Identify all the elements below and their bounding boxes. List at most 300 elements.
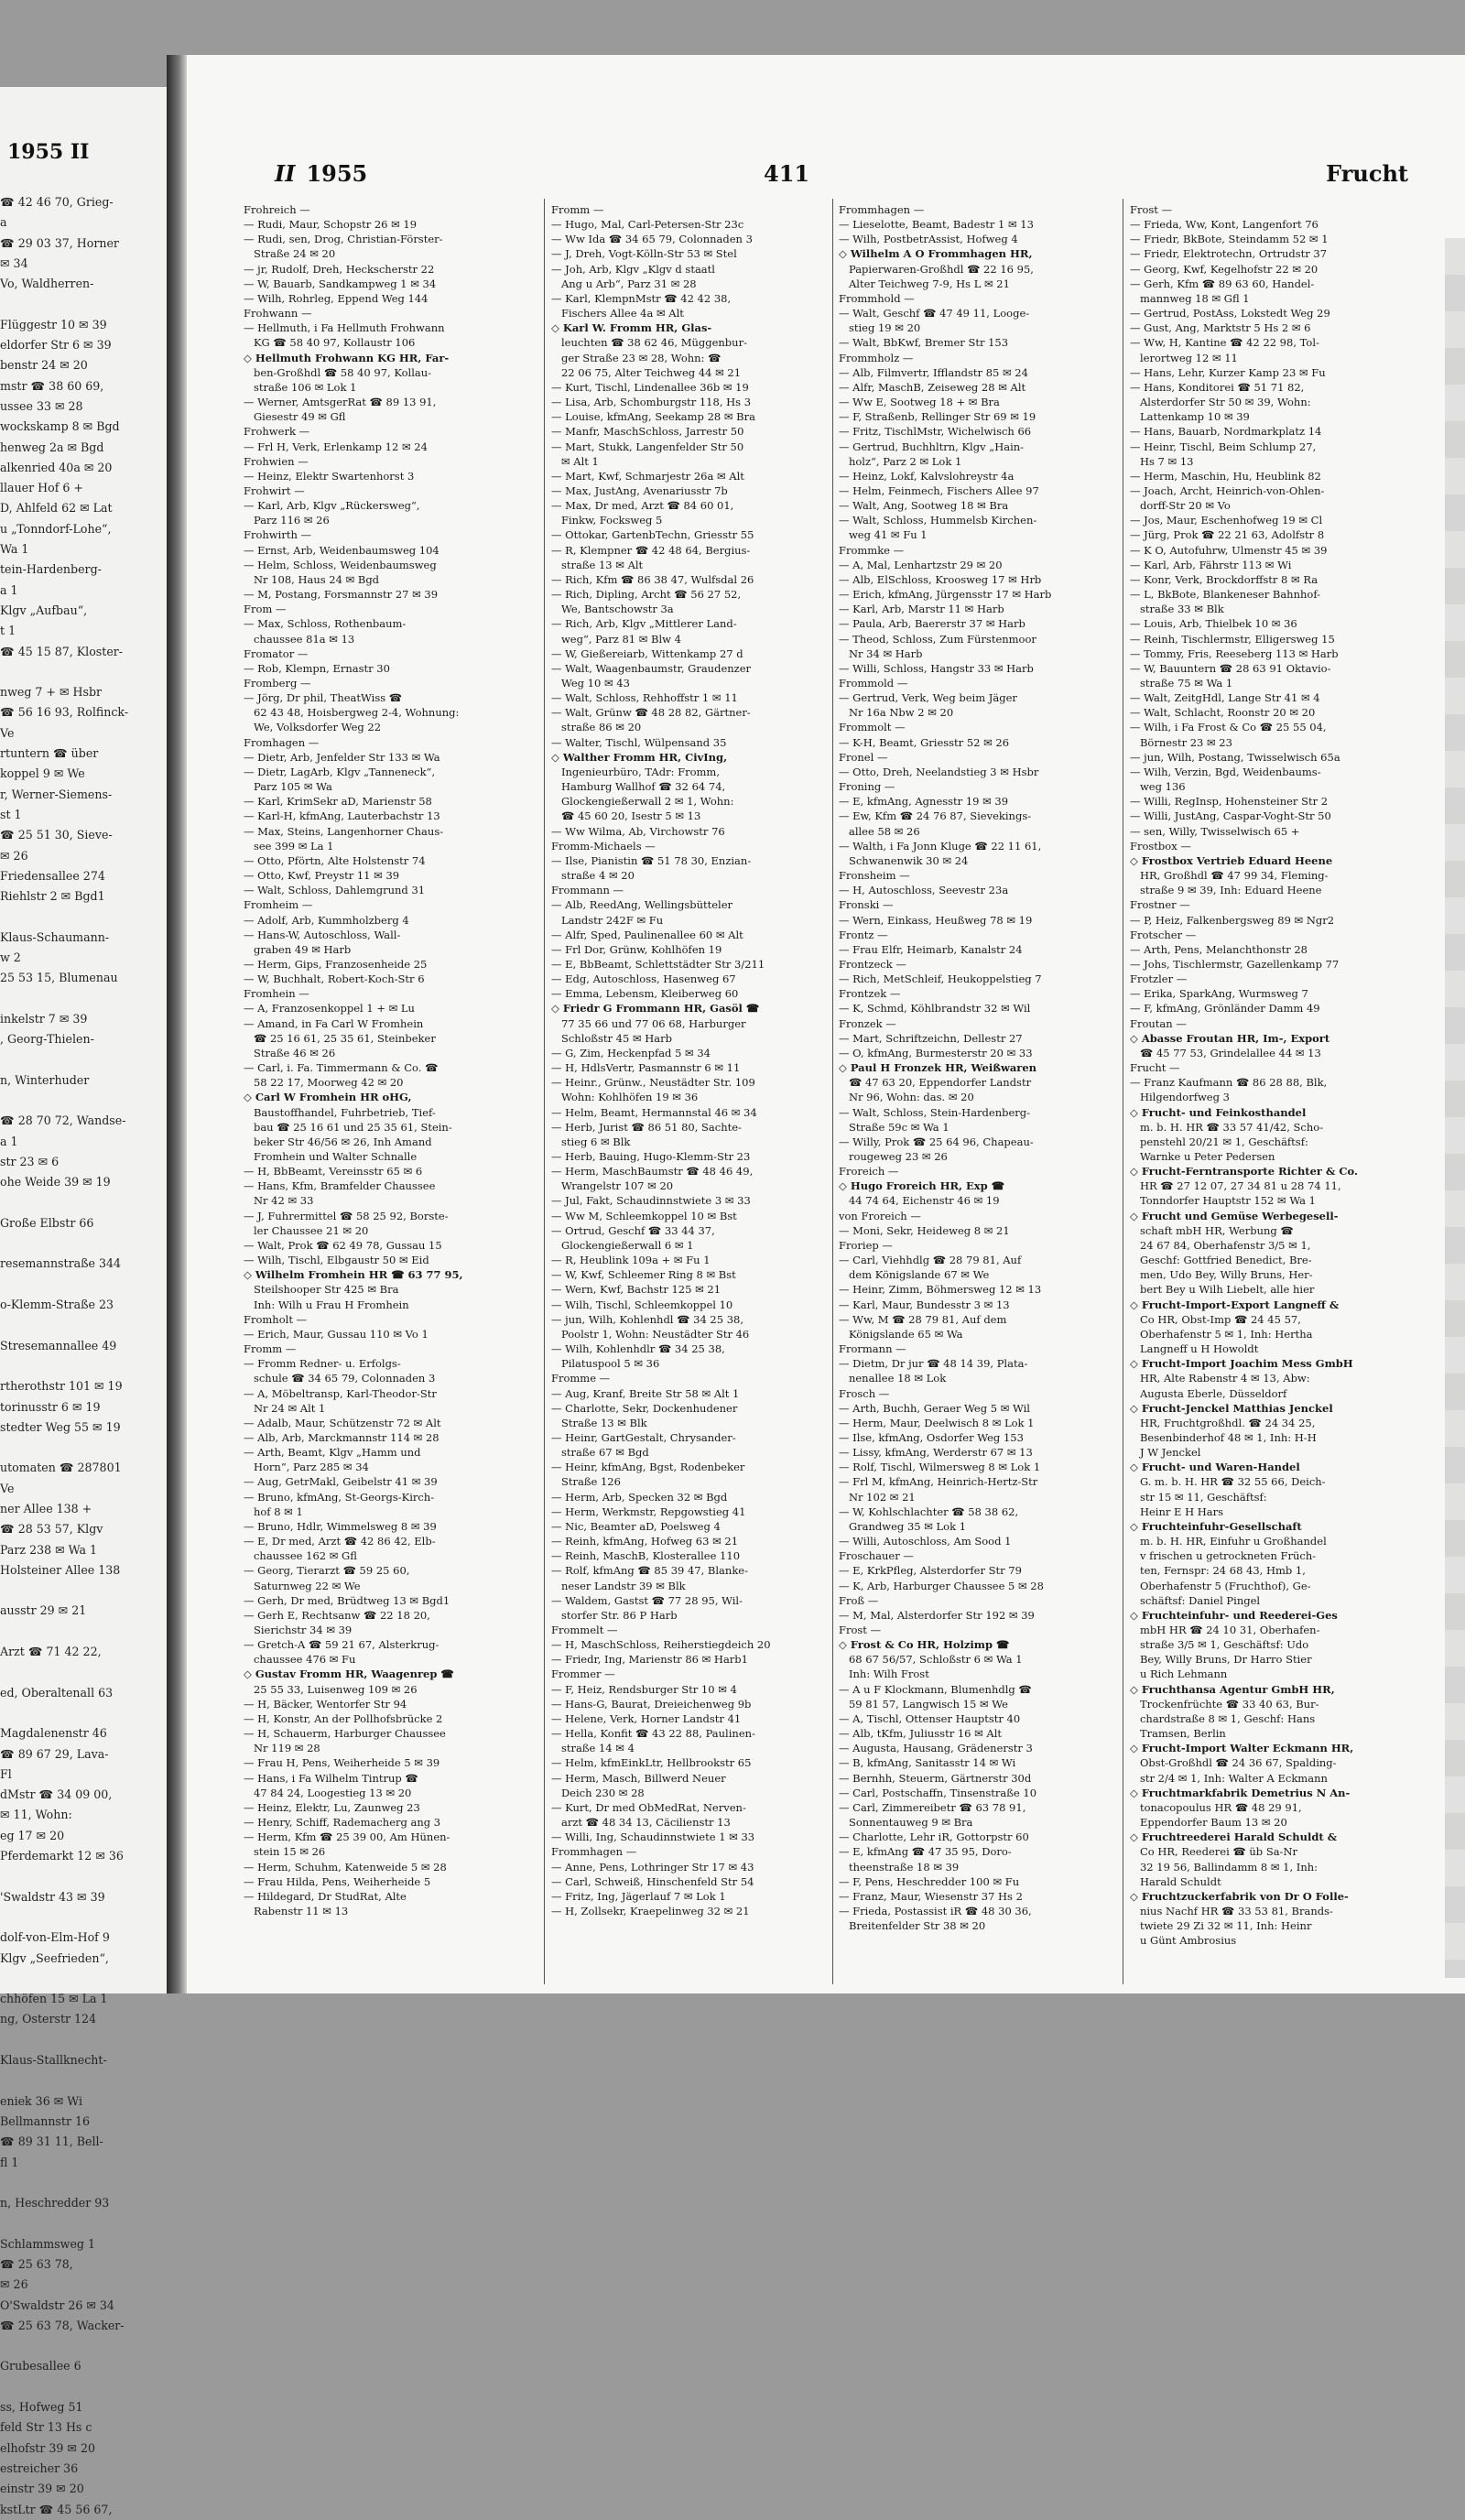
directory-entry-line: — Walt, Schloss, Rehhoffstr 1 ✉ 11 [551, 691, 738, 705]
directory-entry-line: — H, HdlsVertr, Pasmannstr 6 ✉ 11 [551, 1061, 741, 1075]
left-page-line: ausstr 29 ✉ 21 [0, 1603, 87, 1618]
surname-heading: From — [244, 603, 287, 616]
page-keyword: Frucht [1326, 160, 1408, 187]
directory-entry-line: — Amand, in Fa Carl W Fromhein [244, 1016, 424, 1030]
directory-entry-line: u Günt Ambrosius [1130, 1934, 1237, 1948]
directory-entry-line: Straße 46 ✉ 26 [244, 1046, 336, 1059]
left-page-line: Ve [0, 1481, 15, 1495]
surname-heading: Fromator — [244, 646, 309, 660]
directory-entry-line: HR, Alte Rabenstr 4 ✉ 13, Abw: [1130, 1372, 1310, 1385]
directory-entry-line: Saturnweg 22 ✉ We [244, 1579, 361, 1592]
directory-entry-line: — Hella, Konfit ☎ 43 22 88, Paulinen- [551, 1727, 755, 1741]
directory-entry-line: — W, Bauuntern ☎ 28 63 91 Oktavio- [1130, 661, 1331, 675]
directory-entry-line: — Ww E, Sootweg 18 + ✉ Bra [839, 396, 1000, 409]
left-page-line: r, Werner-Siemens- [0, 787, 113, 801]
directory-entry-line: see 399 ✉ La 1 [244, 839, 334, 853]
left-page-line: kstLtr ☎ 45 56 67, [0, 2502, 113, 2516]
directory-entry-line: Straße 13 ✉ Blk [551, 1416, 647, 1429]
directory-entry-line: mbH HR ☎ 24 10 31, Oberhafen- [1130, 1624, 1320, 1636]
directory-entry-line: — Bruno, kfmAng, St-Georgs-Kirch- [244, 1490, 435, 1504]
directory-entry-line: Trockenfrüchte ☎ 33 40 63, Bur- [1130, 1697, 1319, 1711]
directory-entry-line: — Frieda, Ww, Kont, Langenfort 76 [1130, 218, 1318, 232]
left-page-line: Fl [0, 1766, 12, 1781]
directory-entry-line: — Ortrud, Geschf ☎ 33 44 37, [551, 1223, 715, 1237]
directory-entry-line: ◇ Fruchtreederei Harald Schuldt & [1130, 1830, 1338, 1844]
left-page-line [0, 1049, 165, 1070]
directory-entry-line: Nr 102 ✉ 21 [839, 1490, 916, 1504]
directory-entry-line: Eppendorfer Baum 13 ✉ 20 [1130, 1816, 1287, 1830]
directory-entry-line: schule ☎ 34 65 79, Colonnaden 3 [244, 1372, 436, 1385]
directory-entry-line: — Karl, KrimSekr aD, Marienstr 58 [244, 795, 432, 809]
directory-entry-line: Breitenfelder Str 38 ✉ 20 [839, 1919, 986, 1933]
directory-entry-line: straße 3/5 ✉ 1, Geschäftsf: Udo [1130, 1638, 1309, 1652]
directory-entry-line: — Willi, RegInsp, Hohensteiner Str 2 [1130, 795, 1329, 809]
left-page-line: benstr 24 ✉ 20 [0, 358, 88, 373]
directory-entry-line: — Rich, Kfm ☎ 86 38 47, Wulfsdal 26 [551, 572, 754, 586]
directory-entry-line: — Ww, M ☎ 28 79 81, Auf dem [839, 1312, 1007, 1326]
left-page-line [0, 1233, 165, 1254]
directory-entry-line: straße 4 ✉ 20 [551, 869, 635, 883]
surname-heading: Fromm — [551, 203, 604, 216]
directory-entry-line: — Alb, Arb, Marckmannstr 114 ✉ 28 [244, 1430, 440, 1444]
directory-entry-line: Horn“, Parz 285 ✉ 34 [244, 1461, 369, 1474]
directory-entry-line: holz“, Parz 2 ✉ Lok 1 [839, 454, 962, 468]
directory-entry-line: straße 75 ✉ Wa 1 [1130, 677, 1233, 690]
surname-heading: Frotscher — [1130, 928, 1197, 941]
directory-entry-line: Heinr E H Hars [1130, 1504, 1224, 1518]
directory-entry-line: — Ew, Kfm ☎ 24 76 87, Sievekings- [839, 809, 1032, 823]
surname-heading: Froß — [839, 1593, 879, 1607]
directory-entry-line: — Heinr, GartGestalt, Chrysander- [551, 1430, 736, 1444]
directory-entry-line: storfer Str. 86 P Harb [551, 1608, 678, 1622]
left-page-line: koppel 9 ✉ We [0, 766, 85, 781]
directory-entry-line: Co HR, Reederei ☎ üb Sa-Nr [1130, 1845, 1298, 1859]
surname-heading: Frormann — [839, 1342, 906, 1356]
directory-entry-line: stieg 19 ✉ 20 [839, 321, 921, 335]
directory-entry-line: Wrangelstr 107 ✉ 20 [551, 1179, 674, 1193]
directory-entry-line: ◇ Frucht-Import Joachim Mess GmbH [1130, 1357, 1353, 1371]
directory-entry-line: Grandweg 35 ✉ Lok 1 [839, 1519, 967, 1533]
directory-entry-line: — Louis, Arb, Thielbek 10 ✉ 36 [1130, 617, 1297, 631]
directory-entry-line: — Wilh, PostbetrAssist, Hofweg 4 [839, 233, 1018, 246]
directory-entry-line: — Reinh, MaschB, Klosterallee 110 [551, 1549, 741, 1563]
directory-entry-line: ☎ 45 77 53, Grindelallee 44 ✉ 13 [1130, 1046, 1321, 1059]
left-page-line: rtherothstr 101 ✉ 19 [0, 1379, 123, 1394]
directory-entry-line: str 15 ✉ 11, Geschäftsf: [1130, 1490, 1267, 1504]
left-page-line: Flüggestr 10 ✉ 39 [0, 317, 107, 331]
directory-entry-line: — Emma, Lebensm, Kleiberweg 60 [551, 987, 739, 1001]
directory-entry-line: Tramsen, Berlin [1130, 1727, 1226, 1741]
directory-entry-line: Langneff u H Howoldt [1130, 1342, 1259, 1356]
directory-entry-line: Fromhein und Walter Schnalle [244, 1150, 418, 1163]
directory-entry-line: — Hans, Konditorei ☎ 51 71 82, [1130, 380, 1305, 394]
surname-heading: Fromme — [551, 1372, 611, 1385]
directory-entry-line: HR ☎ 27 12 07, 27 34 81 u 28 74 11, [1130, 1179, 1341, 1193]
directory-entry-line: — Karl, Arb, Klgv „Rückersweg“, [244, 499, 420, 513]
directory-entry-line: — Mart, Stukk, Langenfelder Str 50 [551, 440, 744, 453]
directory-entry-line: — Carl, i. Fa. Timmermann & Co. ☎ [244, 1061, 439, 1075]
left-page-line: ohe Weide 39 ✉ 19 [0, 1175, 111, 1189]
directory-entry-line: — Willi, Schloss, Hangstr 33 ✉ Harb [839, 661, 1034, 675]
left-page-line: feld Str 13 Hs c [0, 2420, 92, 2435]
directory-entry-line: Landstr 242F ✉ Fu [551, 913, 664, 927]
left-page-line [0, 2070, 165, 2091]
directory-entry-line: — E, kfmAng, Agnesstr 19 ✉ 39 [839, 795, 1009, 809]
directory-entry-line: — Helene, Verk, Horner Landstr 41 [551, 1711, 742, 1725]
directory-entry-line: — Karl, Arb, Marstr 11 ✉ Harb [839, 603, 1004, 616]
left-page-line: n, Winterhuder [0, 1072, 90, 1087]
directory-entry-line: rougeweg 23 ✉ 26 [839, 1150, 948, 1163]
left-page-line: llauer Hof 6 + [0, 481, 83, 495]
directory-entry-line: — A, Mal, Lenhartzstr 29 ✉ 20 [839, 558, 1003, 571]
directory-entry-line: — Heinr, Zimm, Böhmersweg 12 ✉ 13 [839, 1283, 1042, 1297]
directory-entry-line: — Herm, MaschBaumstr ☎ 48 46 49, [551, 1165, 754, 1179]
directory-entry-line: — Walt, Geschf ☎ 47 49 11, Looge- [839, 307, 1030, 320]
directory-entry-line: mannweg 18 ✉ Gfl 1 [1130, 291, 1250, 305]
directory-entry-line: m. b. H. HR, Einfuhr u Großhandel [1130, 1535, 1327, 1548]
directory-entry-line: — jr, Rudolf, Dreh, Heckscherstr 22 [244, 262, 435, 276]
directory-entry-line: 22 06 75, Alter Teichweg 44 ✉ 21 [551, 365, 742, 379]
directory-entry-line: ben-Großhdl ☎ 58 40 97, Kollau- [244, 365, 432, 379]
directory-entry-line: J W Jenckel [1130, 1446, 1201, 1460]
directory-entry-line: — Heinz, Lokf, Kalvslohreystr 4a [839, 469, 1015, 483]
directory-entry-line: ◇ Frucht-Ferntransporte Richter & Co. [1130, 1165, 1359, 1179]
directory-entry-line: — Paula, Arb, Baererstr 37 ✉ Harb [839, 617, 1026, 631]
directory-entry-line: — Walt, Prok ☎ 62 49 78, Gussau 15 [244, 1238, 442, 1252]
directory-entry-line: Schwanenwik 30 ✉ 24 [839, 853, 969, 867]
directory-entry-line: — Fritz, TischlMstr, Wichelwisch 66 [839, 425, 1032, 439]
directory-entry-line: — K O, Autofuhrw, Ulmenstr 45 ✉ 39 [1130, 543, 1328, 557]
directory-column-2 [551, 202, 822, 1997]
directory-entry-line: — Otto, Kwf, Preystr 11 ✉ 39 [244, 869, 400, 883]
directory-entry-line: — G, Zim, Heckenpfad 5 ✉ 34 [551, 1046, 711, 1059]
directory-entry-line: — H, BbBeamt, Vereinsstr 65 ✉ 6 [244, 1165, 423, 1179]
directory-entry-line: Geschf: Gottfried Benedict, Bre- [1130, 1254, 1312, 1267]
directory-entry-line: Nr 42 ✉ 33 [244, 1194, 314, 1208]
directory-entry-line: HR, Fruchtgroßhdl. ☎ 24 34 25, [1130, 1416, 1316, 1429]
directory-entry-line: Nr 96, Wohn: das. ✉ 20 [839, 1091, 974, 1104]
directory-entry-line: — Herm, Maur, Deelwisch 8 ✉ Lok 1 [839, 1416, 1035, 1429]
left-page-line [0, 1866, 165, 1886]
directory-entry-line: — Fritz, Ing, Jägerlauf 7 ✉ Lok 1 [551, 1889, 726, 1903]
directory-entry-line: — Kurt, Dr med ObMedRat, Nerven- [551, 1800, 746, 1814]
directory-entry-line: — Walt, Schloss, Stein-Hardenberg- [839, 1105, 1031, 1119]
directory-entry-line: — jun, Wilh, Postang, Twisselwisch 65a [1130, 750, 1340, 764]
directory-entry-line: — Erich, kfmAng, Jürgensstr 17 ✉ Harb [839, 588, 1052, 602]
directory-entry-line: Besenbinderhof 48 ✉ 1, Inh: H-H [1130, 1430, 1317, 1444]
directory-entry-line: — sen, Willy, Twisselwisch 65 + [1130, 824, 1300, 838]
left-page-line [0, 294, 165, 314]
directory-entry-line: — Hans, i Fa Wilhelm Tintrup ☎ [244, 1771, 418, 1785]
directory-entry-line: — Lieselotte, Beamt, Badestr 1 ✉ 13 [839, 218, 1034, 232]
left-page-line: ☎ 25 51 30, Sieve- [0, 828, 113, 842]
directory-entry-line: — F, Pens, Heschredder 100 ✉ Fu [839, 1874, 1020, 1888]
directory-entry-line: straße 13 ✉ Alt [551, 558, 644, 571]
directory-entry-line: ◇ Karl W. Fromm HR, Glas- [551, 321, 712, 335]
directory-entry-line: chaussee 81a ✉ 13 [244, 632, 355, 646]
left-page-line: fl 1 [0, 2155, 19, 2169]
directory-entry-line: — Erich, Maur, Gussau 110 ✉ Vo 1 [244, 1327, 429, 1341]
directory-entry-line: Straße 126 [551, 1475, 621, 1489]
directory-entry-line: Glockengießerwall 2 ✉ 1, Wohn: [551, 795, 734, 809]
directory-entry-line: allee 58 ✉ 26 [839, 824, 920, 838]
directory-entry-line: leuchten ☎ 38 62 46, Müggenbur- [551, 336, 747, 350]
directory-entry-line: — Friedr, Ing, Marienstr 86 ✉ Harb1 [551, 1653, 748, 1667]
left-page-line: Ve [0, 725, 15, 740]
left-page-line: Große Elbstr 66 [0, 1215, 94, 1230]
directory-entry-line: We, Bantschowstr 3a [551, 603, 674, 616]
directory-entry-line: Straße 59c ✉ Wa 1 [839, 1120, 950, 1134]
directory-entry-line: — Nic, Beamter aD, Poelsweg 4 [551, 1519, 721, 1533]
directory-entry-line: — Mart, Kwf, Schmarjestr 26a ✉ Alt [551, 469, 744, 483]
directory-entry-line: — Herm, Arb, Specken 32 ✉ Bgd [551, 1490, 728, 1504]
directory-entry-line: Alter Teichweg 7-9, Hs L ✉ 21 [839, 277, 1010, 290]
page-number: 411 [764, 160, 810, 187]
directory-entry-line: — H, Schauerm, Harburger Chaussee [244, 1727, 446, 1741]
directory-entry-line: — Alb, tKfm, Juliusstr 16 ✉ Alt [839, 1727, 1003, 1741]
directory-entry-line: — Alfr, MaschB, Zeiseweg 28 ✉ Alt [839, 380, 1026, 394]
left-page-line: wockskamp 8 ✉ Bgd [0, 419, 120, 434]
directory-entry-line: Steilshooper Str 425 ✉ Bra [244, 1283, 399, 1297]
left-page-line: stedter Weg 55 ✉ 19 [0, 1419, 121, 1434]
directory-entry-line: — Frl M, kfmAng, Heinrich-Hertz-Str [839, 1475, 1038, 1489]
directory-entry-line: 77 35 66 und 77 06 68, Harburger [551, 1016, 746, 1030]
directory-entry-line: We, Volksdorfer Weg 22 [244, 721, 382, 734]
directory-entry-line: — K, Schmd, Köhlbrandstr 32 ✉ Wil [839, 1002, 1031, 1016]
directory-entry-line: stein 15 ✉ 26 [244, 1845, 326, 1859]
left-page-line: eniek 36 ✉ Wi [0, 2093, 83, 2108]
directory-entry-line: ger Straße 23 ✉ 28, Wohn: ☎ [551, 351, 722, 364]
directory-entry-line: — Jürg, Prok ☎ 22 21 63, Adolfstr 8 [1130, 528, 1325, 542]
directory-entry-line: — Carl, Schweiß, Hinschenfeld Str 54 [551, 1874, 754, 1888]
directory-entry-line: — Hildegard, Dr StudRat, Alte [244, 1889, 407, 1903]
directory-entry-line: Hilgendorfweg 3 [1130, 1091, 1230, 1104]
directory-entry-line: — Louise, kfmAng, Seekamp 28 ✉ Bra [551, 410, 755, 424]
directory-entry-line: — Joach, Archt, Heinrich-von-Ohlen- [1130, 483, 1325, 497]
directory-entry-line: — Ww M, Schleemkoppel 10 ✉ Bst [551, 1209, 737, 1222]
surname-heading: Frucht — [1130, 1061, 1180, 1075]
directory-entry-line: bau ☎ 25 16 61 und 25 35 61, Stein- [244, 1120, 452, 1134]
directory-entry-line: — Heinr, kfmAng, Bgst, Rodenbeker [551, 1461, 745, 1474]
directory-entry-line: u Rich Lehmann [1130, 1667, 1228, 1681]
directory-entry-line: ◇ Frucht- und Feinkosthandel [1130, 1105, 1307, 1119]
directory-entry-line: chaussee 476 ✉ Fu [244, 1653, 356, 1667]
left-page-line: eg 17 ✉ 20 [0, 1828, 65, 1842]
left-page-line [0, 1580, 165, 1601]
directory-entry-line: — Otto, Pförtn, Alte Holstenstr 74 [244, 853, 426, 867]
directory-entry-line: — Hans, Bauarb, Nordmarkplatz 14 [1130, 425, 1322, 439]
column-divider [544, 199, 545, 1984]
left-page-line: Vo, Waldherren- [0, 277, 94, 291]
directory-entry-line: — Max, Dr med, Arzt ☎ 84 60 01, [551, 499, 734, 513]
directory-entry-line: — B, kfmAng, Sanitasstr 14 ✉ Wi [839, 1756, 1016, 1770]
left-page-line: resemannstraße 344 [0, 1256, 122, 1271]
left-page-line: str 23 ✉ 6 [0, 1154, 60, 1168]
directory-entry-line: — H, Bäcker, Wentorfer Str 94 [244, 1697, 407, 1711]
directory-entry-line: — Gerh, Dr med, Brüdtweg 13 ✉ Bgd1 [244, 1593, 450, 1607]
left-page-line: , Georg-Thielen- [0, 1032, 94, 1047]
left-page-line: Klaus-Schaumann- [0, 929, 110, 944]
directory-entry-line: ◇ Frucht- und Waren-Handel [1130, 1461, 1300, 1474]
directory-entry-line: ◇ Frucht-Jenckel Matthias Jenckel [1130, 1401, 1333, 1415]
left-page-line: utomaten ☎ 287801 [0, 1461, 122, 1475]
directory-entry-line: straße 33 ✉ Blk [1130, 603, 1224, 616]
directory-entry-line: Straße 24 ✉ 20 [244, 247, 336, 261]
left-page-line: Parz 238 ✉ Wa 1 [0, 1542, 98, 1557]
directory-entry-line: ◇ Paul H Fronzek HR, Weißwaren [839, 1061, 1037, 1075]
left-page-line: ✉ 34 [0, 255, 28, 270]
directory-entry-line: — Augusta, Hausang, Grädenerstr 3 [839, 1742, 1033, 1755]
directory-entry-line: dem Königslande 67 ✉ We [839, 1268, 990, 1282]
directory-entry-line: Alsterdorfer Str 50 ✉ 39, Wohn: [1130, 396, 1311, 409]
directory-entry-line: — Hellmuth, i Fa Hellmuth Frohwann [244, 321, 445, 335]
directory-entry-line: — M, Postang, Forsmannstr 27 ✉ 39 [244, 588, 439, 602]
surname-heading: Frommer — [551, 1667, 615, 1681]
directory-entry-line: — W, Gießereiarb, Wittenkamp 27 d [551, 646, 743, 660]
surname-heading: von Froreich — [839, 1209, 921, 1222]
directory-entry-line: — Herm, Schuhm, Katenweide 5 ✉ 28 [244, 1860, 447, 1874]
left-page-line: Friedensallee 274 [0, 868, 105, 883]
directory-entry-line: ten, Fernspr: 24 68 43, Hmb 1, [1130, 1564, 1306, 1578]
left-page-edge [0, 87, 169, 2516]
directory-entry-line: — A u F Klockmann, Blumenhdlg ☎ [839, 1682, 1032, 1696]
directory-entry-line: — Walt, Schlacht, Roonstr 20 ✉ 20 [1130, 706, 1316, 720]
directory-entry-line: ◇ Carl W Fromhein HR oHG, [244, 1091, 412, 1104]
directory-entry-line: Sierichstr 34 ✉ 39 [244, 1624, 353, 1636]
directory-entry-line: — E, Dr med, Arzt ☎ 42 86 42, Elb- [244, 1535, 436, 1548]
directory-entry-line: — Hans-W, Autoschloss, Wall- [244, 928, 401, 941]
directory-entry-line: ◇ Wilhelm Fromhein HR ☎ 63 77 95, [244, 1268, 463, 1282]
directory-entry-line: — Franz Kaufmann ☎ 86 28 88, Blk, [1130, 1076, 1328, 1090]
directory-entry-line: — Alb, Filmvertr, Ifflandstr 85 ✉ 24 [839, 365, 1028, 379]
directory-entry-line: — Gertrud, PostAss, Lokstedt Weg 29 [1130, 307, 1330, 320]
directory-entry-line: ✉ Alt 1 [551, 454, 599, 468]
directory-entry-line: HR, Großhdl ☎ 47 99 34, Fleming- [1130, 869, 1329, 883]
surname-heading: Frommholz — [839, 351, 914, 364]
directory-entry-line: — Walth, i Fa Jonn Kluge ☎ 22 11 61, [839, 839, 1042, 853]
left-page-line: Bellmannstr 16 [0, 2113, 91, 2128]
directory-column-3 [839, 202, 1113, 1997]
directory-entry-line: — Walter, Tischl, Wülpensand 35 [551, 735, 727, 749]
directory-entry-line: Schloßstr 45 ✉ Harb [551, 1031, 672, 1045]
directory-entry-line: — Johs, Tischlermstr, Gazellenkamp 77 [1130, 957, 1340, 971]
left-page-line [0, 907, 165, 927]
directory-entry-line: — Helm, kfmEinkLtr, Hellbrookstr 65 [551, 1756, 752, 1770]
directory-entry-line: Pilatuspool 5 ✉ 36 [551, 1357, 660, 1371]
directory-entry-line: arzt ☎ 48 34 13, Cäcilienstr 13 [551, 1816, 731, 1830]
directory-entry-line: — Wilh, Verzin, Bgd, Weidenbaums- [1130, 765, 1321, 778]
directory-entry-line: bert Bey u Wilh Liebelt, alle hier [1130, 1283, 1315, 1297]
directory-entry-line: hof 8 ✉ 1 [244, 1504, 303, 1518]
left-page-line: chhöfen 15 ✉ La 1 [0, 1992, 108, 2006]
directory-entry-line: — K-H, Beamt, Griesstr 52 ✉ 26 [839, 735, 1010, 749]
directory-entry-line: — Theod, Schloss, Zum Fürstenmoor [839, 632, 1036, 646]
directory-entry-line: — Wilh, Kohlenhdlr ☎ 34 25 38, [551, 1342, 725, 1356]
surname-heading: Frost — [839, 1624, 882, 1636]
surname-heading: Frommolt — [839, 721, 906, 734]
surname-heading: Frontz — [839, 928, 888, 941]
directory-entry-line: — Anne, Pens, Lothringer Str 17 ✉ 43 [551, 1860, 754, 1874]
left-page-line: n, Heschredder 93 [0, 2196, 110, 2210]
directory-entry-line: — Gretch-A ☎ 59 21 67, Alsterkrug- [244, 1638, 440, 1652]
directory-entry-line: — Henry, Schiff, Rademacherg ang 3 [244, 1816, 441, 1830]
directory-entry-line: — W, Kwf, Schleemer Ring 8 ✉ Bst [551, 1268, 736, 1282]
directory-entry-line: — H, MaschSchloss, Reiherstiegdeich 20 [551, 1638, 771, 1652]
directory-entry-line: 68 67 56/57, Schloßstr 6 ✉ Wa 1 [839, 1653, 1023, 1667]
left-page-line [0, 2213, 165, 2233]
directory-entry-line: — Aug, GetrMakl, Geibelstr 41 ✉ 39 [244, 1475, 438, 1489]
directory-entry-line: — Heinz, Elektr Swartenhorst 3 [244, 469, 415, 483]
directory-entry-line: Bey, Willy Bruns, Dr Harro Stier [1130, 1653, 1312, 1667]
directory-entry-line: ◇ Hugo Froreich HR, Exp ☎ [839, 1179, 1005, 1193]
directory-entry-line: — Adolf, Arb, Kummholzberg 4 [244, 913, 409, 927]
directory-entry-line: ◇ Frucht-Import-Export Langneff & [1130, 1298, 1340, 1311]
directory-entry-line: 59 81 57, Langwisch 15 ✉ We [839, 1697, 1008, 1711]
left-page-line: t 1 [0, 624, 16, 638]
surname-heading: Frohwirth — [244, 528, 312, 542]
directory-entry-line: Inh: Wilh u Frau H Fromhein [244, 1298, 409, 1311]
left-page-line [0, 1356, 165, 1376]
directory-entry-line: ◇ Frostbox Vertrieb Eduard Heene [1130, 853, 1333, 867]
directory-entry-line: — L, BkBote, Blankeneser Bahnhof- [1130, 588, 1321, 602]
left-page-line: Klgv „Seefrieden“, [0, 1950, 109, 1965]
directory-entry-line: — Wilh, Tischl, Schleemkoppel 10 [551, 1298, 733, 1311]
directory-entry-line: — Walt, ZeitgHdl, Lange Str 41 ✉ 4 [1130, 691, 1320, 705]
directory-entry-line: — Dietr, Arb, Jenfelder Str 133 ✉ Wa [244, 750, 440, 764]
directory-entry-line: Papierwaren-Großhdl ☎ 22 16 95, [839, 262, 1034, 276]
directory-entry-line: Sonnentauweg 9 ✉ Bra [839, 1816, 973, 1830]
directory-entry-line: — Herm, Kfm ☎ 25 39 00, Am Hünen- [244, 1830, 450, 1844]
directory-entry-line: ◇ Wilhelm A O Frommhagen HR, [839, 247, 1033, 261]
left-page-line: ☎ 25 63 78, Wacker- [0, 2318, 125, 2332]
left-page-line: Schlammsweg 1 [0, 2236, 95, 2251]
left-page-line: mstr ☎ 38 60 69, [0, 378, 104, 393]
directory-entry-line: ◇ Fruchtzuckerfabrik von Dr O Folle- [1130, 1889, 1349, 1903]
directory-entry-line: — W, Bauarb, Sandkampweg 1 ✉ 34 [244, 277, 437, 290]
left-page-line: Pferdemarkt 12 ✉ 36 [0, 1849, 124, 1863]
directory-entry-line: str 2/4 ✉ 1, Inh: Walter A Eckmann [1130, 1771, 1328, 1785]
directory-entry-line: — Walt, Ang, Sootweg 18 ✉ Bra [839, 499, 1009, 513]
left-page-line [0, 2030, 165, 2050]
directory-entry-line: straße 67 ✉ Bgd [551, 1446, 649, 1460]
directory-entry-line: Oberhafenstr 5 ✉ 1, Inh: Hertha [1130, 1327, 1313, 1341]
directory-entry-line: Obst-Großhdl ☎ 24 36 67, Spalding- [1130, 1756, 1337, 1770]
directory-entry-line: — Georg, Kwf, Kegelhofstr 22 ✉ 20 [1130, 262, 1318, 276]
directory-entry-line: — J, Fuhrermittel ☎ 58 25 92, Borste- [244, 1209, 449, 1222]
left-page-line: henweg 2a ✉ Bgd [0, 440, 104, 454]
directory-entry-line: ◇ Hellmuth Frohwann KG HR, Far- [244, 351, 450, 364]
directory-entry-line: straße 106 ✉ Lok 1 [244, 380, 357, 394]
directory-entry-line: — Jörg, Dr phil, TheatWiss ☎ [244, 691, 403, 705]
left-page-line [0, 2377, 165, 2397]
directory-entry-line: 32 19 56, Ballindamm 8 ✉ 1, Inh: [1130, 1860, 1318, 1874]
directory-entry-line: chardstraße 8 ✉ 1, Geschf: Hans [1130, 1711, 1316, 1725]
left-page-line: dMstr ☎ 34 09 00, [0, 1787, 113, 1802]
page-edge-shadow [1445, 238, 1465, 1978]
surname-heading: Frostner — [1130, 898, 1190, 912]
directory-entry-line: — Heinr, Tischl, Beim Schlump 27, [1130, 440, 1317, 453]
surname-heading: Froreich — [839, 1165, 899, 1179]
directory-entry-line: — H, Autoschloss, Seevestr 23a [839, 884, 1009, 897]
directory-entry-line: — Manfr, MaschSchloss, Jarrestr 50 [551, 425, 744, 439]
surname-heading: Fronel — [839, 750, 888, 764]
directory-entry-line: Deich 230 ✉ 28 [551, 1786, 645, 1799]
directory-entry-line: — Helm, Beamt, Hermannstal 46 ✉ 34 [551, 1105, 757, 1119]
directory-entry-line: Wohn: Kohlhöfen 19 ✉ 36 [551, 1091, 699, 1104]
left-page-line: Arzt ☎ 71 42 22, [0, 1645, 102, 1659]
directory-entry-line: tonacopoulus HR ☎ 48 29 91, [1130, 1800, 1302, 1814]
directory-entry-line: — A, Tischl, Ottenser Hauptstr 40 [839, 1711, 1021, 1725]
